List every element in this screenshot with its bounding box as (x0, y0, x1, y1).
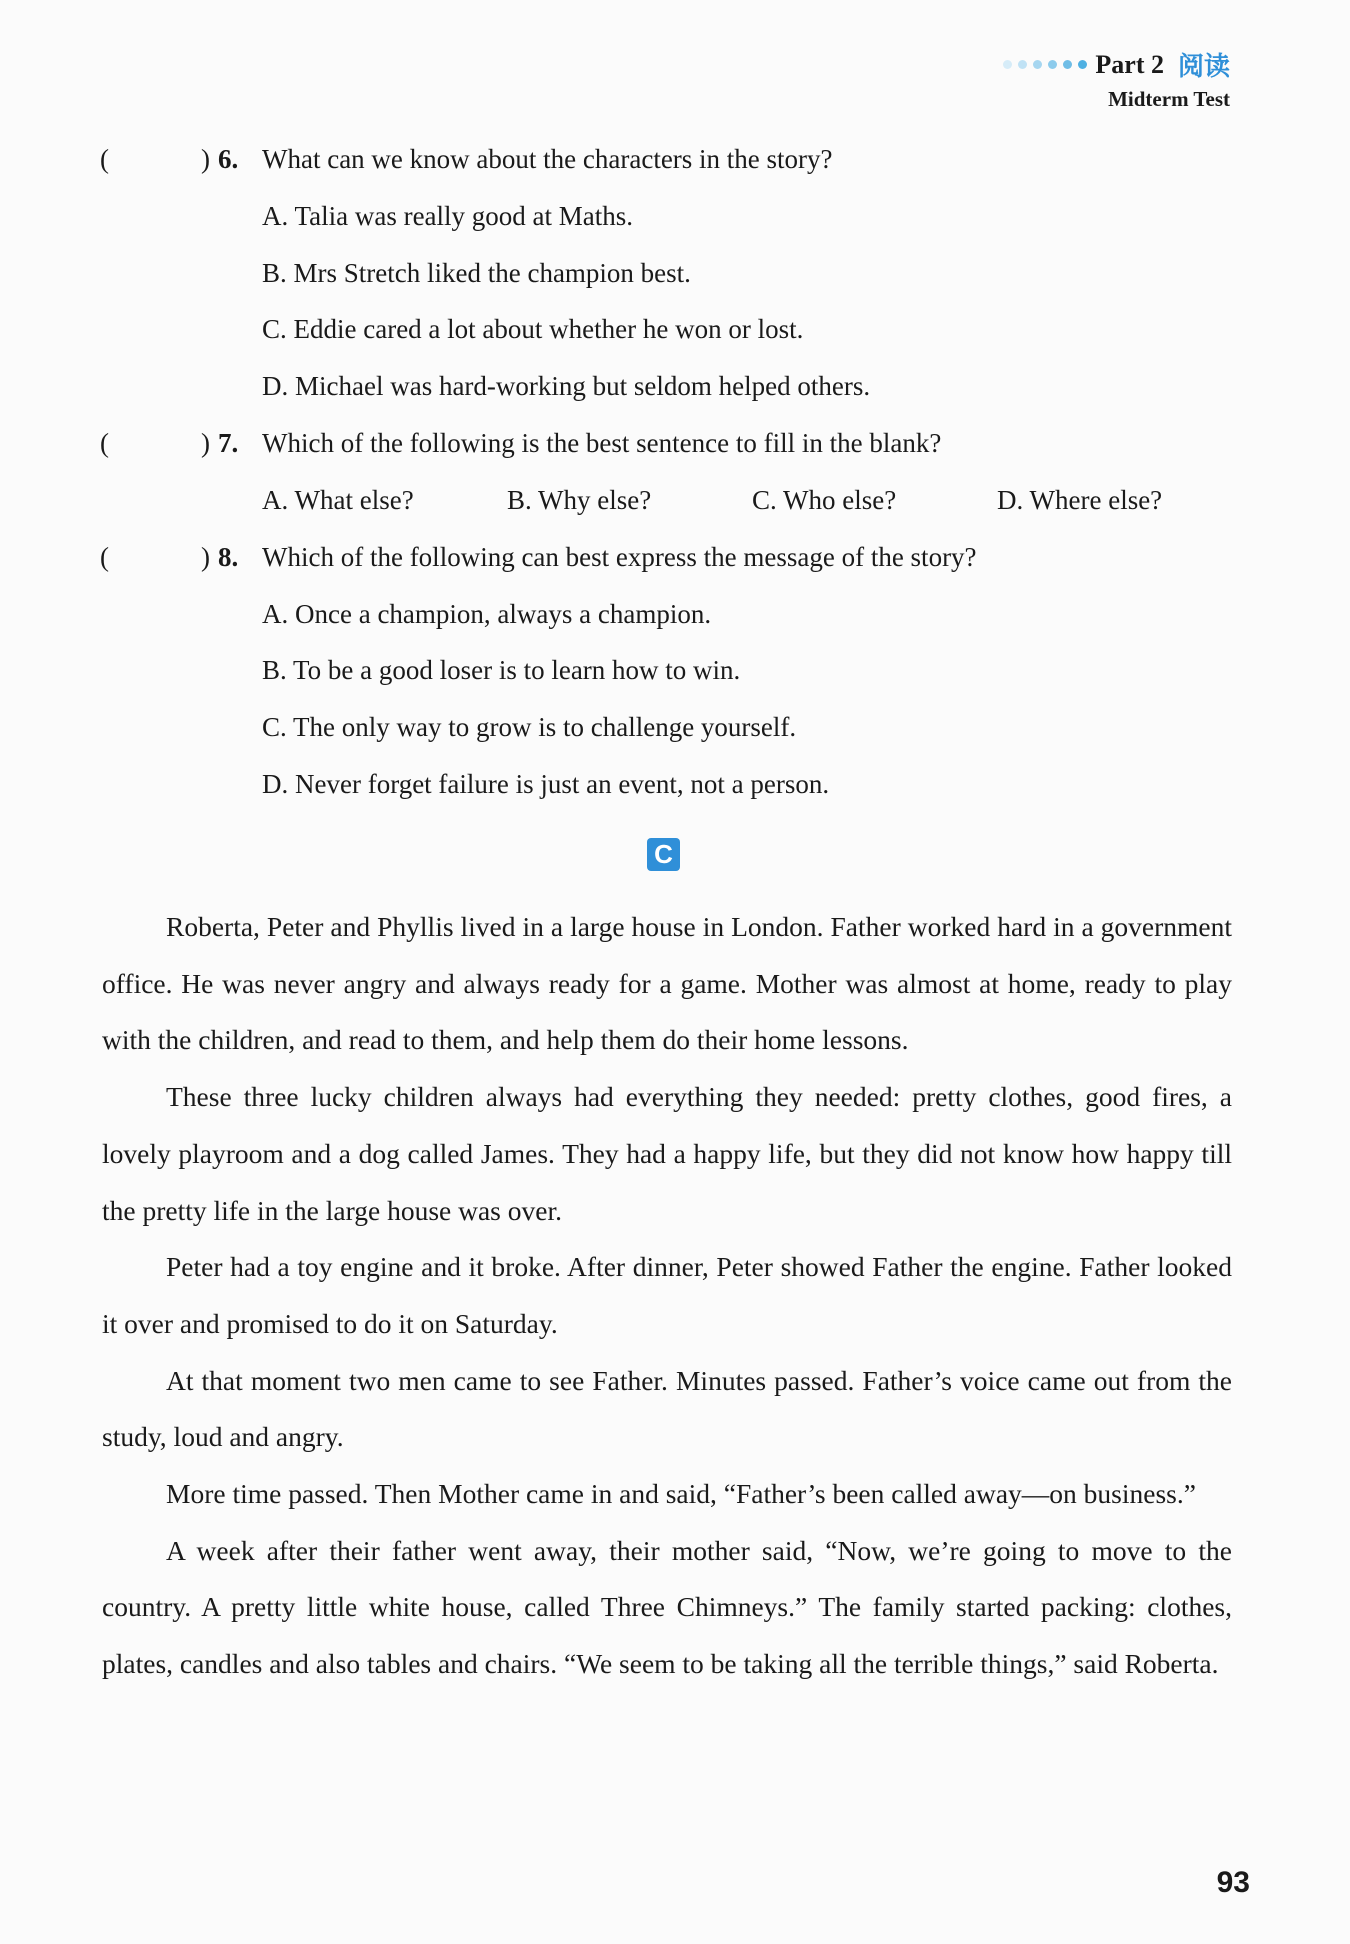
part-label: Part 2 (1095, 49, 1164, 79)
option-d: D. Michael was hard-working but seldom helped others. (262, 371, 871, 401)
page-number: 93 (1216, 1866, 1250, 1899)
page-header (1003, 46, 1230, 112)
question-text: Which of the following can best express the message of the story? (262, 542, 977, 572)
passage-paragraph: More time passed. Then Mother came in and said, “Father’s been called away—on business.” (166, 1478, 1196, 1510)
option-b: B. Why else? (507, 485, 652, 515)
dot-icon (1048, 60, 1057, 69)
dot-icon (1078, 60, 1087, 69)
option-b: B. To be a good loser is to learn how to win. (262, 655, 741, 685)
passage-paragraph: These three lucky children always had everything they needed: pretty clothes, good fires, a lovely playroom and a dog called James. They had a happy life, but they did not know how happy till the pretty life in the large house was over. (102, 1081, 1232, 1226)
passage-paragraph: Roberta, Peter and Phyllis lived in a large house in London. Father worked hard in a government office. He was never angry and always ready for a game. Mother was almost at home, ready to play with the children, and read to them, and help them do their home lessons. (102, 911, 1232, 1056)
section-c-badge: C (647, 838, 680, 871)
question-number: 6. (218, 144, 239, 174)
option-b: B. Mrs Stretch liked the champion best. (262, 258, 691, 288)
dot-icon (1033, 60, 1042, 69)
part-chinese-label: 阅读 (1177, 52, 1230, 82)
decorative-dots (1003, 60, 1087, 69)
dot-icon (1003, 60, 1012, 69)
paren-open: ( (100, 144, 109, 174)
paren-close: ) (201, 542, 210, 572)
question-text: What can we know about the characters in the story? (262, 144, 833, 174)
paren-close: ) (201, 428, 210, 458)
question-6 (100, 141, 833, 177)
option-d: D. Where else? (997, 485, 1163, 515)
question-8 (100, 539, 977, 575)
passage-paragraph: A week after their father went away, their mother said, “Now, we’re going to move to the country. A pretty little white house, called Three Chimneys.” The family started packing: clothes, plates, candles and also tables and chairs. “We seem to be taking all the terrible things,” said Roberta. (102, 1534, 1232, 1680)
passage-paragraph: At that moment two men came to see Father. Minutes passed. Father’s voice came out from the study, loud and angry. (102, 1364, 1232, 1453)
paren-close: ) (201, 144, 210, 174)
paren-open: ( (100, 428, 109, 458)
header-subtitle: Midterm Test (1108, 87, 1230, 111)
option-a: A. Talia was really good at Maths. (262, 201, 634, 231)
paren-open: ( (100, 542, 109, 572)
question-number: 8. (218, 542, 239, 572)
option-c: C. Eddie cared a lot about whether he won or lost. (262, 314, 804, 344)
question-number: 7. (218, 428, 239, 458)
option-a: A. What else? (262, 485, 414, 515)
option-d: D. Never forget failure is just an event, not a person. (262, 769, 830, 799)
dot-icon (1063, 60, 1072, 69)
option-a: A. Once a champion, always a champion. (262, 599, 712, 629)
answer-blank[interactable] (100, 539, 218, 575)
dot-icon (1018, 60, 1027, 69)
answer-blank[interactable] (100, 425, 218, 461)
reading-passage (102, 899, 1232, 1693)
question-7 (100, 425, 941, 461)
answer-blank[interactable] (100, 141, 218, 177)
question-text: Which of the following is the best sentence to fill in the blank? (262, 428, 942, 458)
passage-paragraph: Peter had a toy engine and it broke. After dinner, Peter showed Father the engine. Father looked it over and promised to do it on Saturday. (102, 1251, 1232, 1339)
option-c: C. Who else? (752, 485, 897, 515)
option-c: C. The only way to grow is to challenge yourself. (262, 712, 797, 742)
